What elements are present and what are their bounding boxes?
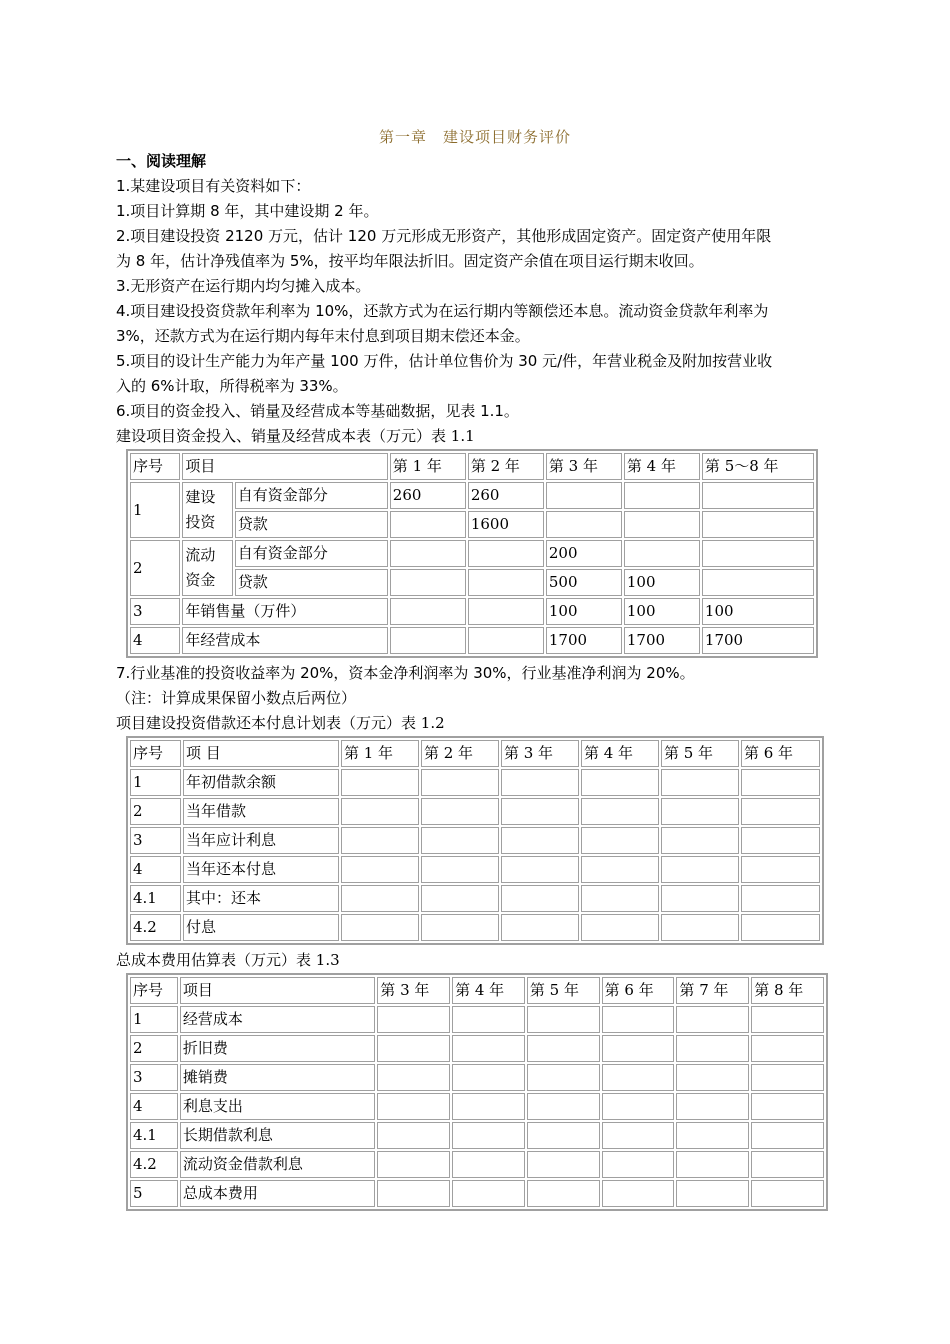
row-number: 2 — [130, 540, 180, 596]
header-cell: 第 4 年 — [452, 977, 525, 1004]
row-number: 4 — [130, 627, 180, 654]
header-cell: 项目 — [182, 453, 387, 480]
value-cell — [390, 540, 466, 567]
row-number: 4.1 — [130, 1122, 178, 1149]
header-cell: 第 5～8 年 — [702, 453, 814, 480]
header-cell: 序号 — [130, 977, 178, 1004]
row-number: 1 — [130, 1006, 178, 1033]
value-cell — [602, 1093, 675, 1120]
value-cell — [377, 1006, 450, 1033]
value-cell — [751, 1180, 824, 1207]
value-cell — [602, 1180, 675, 1207]
group-label-line: 建设 — [185, 488, 216, 506]
chapter-title: 第一章 建设项目财务评价 — [378, 128, 571, 146]
row-number: 3 — [130, 1064, 178, 1091]
value-cell — [581, 827, 659, 854]
value-cell — [501, 856, 579, 883]
value-cell — [751, 1064, 824, 1091]
value-cell — [741, 769, 820, 796]
header-cell: 第 5 年 — [527, 977, 600, 1004]
row-item: 经营成本 — [180, 1006, 375, 1033]
value-cell — [661, 798, 739, 825]
table-1-1 — [126, 449, 818, 658]
value-cell — [602, 1122, 675, 1149]
value-cell — [624, 482, 700, 509]
paragraph: 5.项目的设计生产能力为年产量 100 万件，估计单位售价为 30 元/件，年营业税金及附加按营业收 — [116, 352, 773, 370]
value-cell: 100 — [702, 598, 814, 625]
value-cell: 260 — [390, 482, 466, 509]
row-item: 自有资金部分 — [235, 540, 388, 567]
table-caption: 项目建设投资借款还本付息计划表（万元）表 1.2 — [116, 714, 445, 732]
value-cell — [421, 856, 499, 883]
value-cell — [527, 1122, 600, 1149]
row-item: 年初借款余额 — [183, 769, 339, 796]
value-cell — [527, 1180, 600, 1207]
table-row — [130, 1006, 824, 1033]
row-item: 当年借款 — [183, 798, 339, 825]
value-cell: 260 — [468, 482, 544, 509]
value-cell — [390, 511, 466, 538]
row-item: 折旧费 — [180, 1035, 375, 1062]
table-row — [130, 1064, 824, 1091]
value-cell — [676, 1093, 749, 1120]
header-cell: 第 3 年 — [501, 740, 579, 767]
value-cell — [546, 511, 622, 538]
row-group — [182, 482, 232, 538]
table-row — [130, 885, 820, 912]
paragraph: 入的 6%计取，所得税率为 33%。 — [116, 377, 348, 395]
value-cell — [751, 1122, 824, 1149]
table-row — [130, 1122, 824, 1149]
paragraph: 为 8 年，估计净残值率为 5%，按平均年限法折旧。固定资产余值在项目运行期末收回。 — [116, 252, 704, 270]
row-group — [182, 540, 232, 596]
value-cell — [501, 885, 579, 912]
value-cell — [676, 1122, 749, 1149]
value-cell — [751, 1093, 824, 1120]
row-item: 年经营成本 — [182, 627, 387, 654]
value-cell — [581, 914, 659, 941]
row-number: 3 — [130, 598, 180, 625]
paragraph: 2.项目建设投资 2120 万元，估计 120 万元形成无形资产，其他形成固定资产。固定资产使用年限 — [116, 227, 772, 245]
paragraph: 7.行业基准的投资收益率为 20%，资本金净利润率为 30%，行业基准净利润为 20%。 — [116, 664, 695, 682]
value-cell — [602, 1035, 675, 1062]
table-row — [130, 1093, 824, 1120]
table-header-row — [130, 453, 814, 480]
value-cell — [377, 1122, 450, 1149]
row-item: 自有资金部分 — [235, 482, 388, 509]
value-cell — [527, 1035, 600, 1062]
table-body — [130, 1006, 824, 1207]
row-item: 流动资金借款利息 — [180, 1151, 375, 1178]
value-cell — [341, 885, 419, 912]
value-cell — [741, 914, 820, 941]
value-cell — [421, 885, 499, 912]
table-caption: 总成本费用估算表（万元）表 1.3 — [116, 951, 340, 969]
value-cell: 100 — [624, 598, 700, 625]
table-row — [130, 769, 820, 796]
value-cell — [501, 769, 579, 796]
row-item: 利息支出 — [180, 1093, 375, 1120]
header-cell: 第 6 年 — [602, 977, 675, 1004]
value-cell — [661, 856, 739, 883]
table-row — [130, 1035, 824, 1062]
row-item: 付息 — [183, 914, 339, 941]
header-cell: 第 1 年 — [390, 453, 466, 480]
table-1-3 — [126, 973, 828, 1211]
value-cell — [377, 1064, 450, 1091]
value-cell — [452, 1151, 525, 1178]
value-cell — [581, 856, 659, 883]
value-cell — [421, 827, 499, 854]
value-cell — [741, 885, 820, 912]
row-number: 2 — [130, 798, 181, 825]
header-cell: 第 3 年 — [546, 453, 622, 480]
value-cell: 100 — [546, 598, 622, 625]
row-item: 年销售量（万件） — [182, 598, 387, 625]
value-cell — [501, 914, 579, 941]
value-cell — [602, 1151, 675, 1178]
value-cell — [751, 1035, 824, 1062]
header-cell: 第 2 年 — [468, 453, 544, 480]
value-cell — [741, 798, 820, 825]
value-cell — [581, 798, 659, 825]
value-cell — [452, 1035, 525, 1062]
value-cell — [341, 827, 419, 854]
table-row — [130, 627, 814, 654]
value-cell — [341, 798, 419, 825]
value-cell — [421, 769, 499, 796]
value-cell — [676, 1064, 749, 1091]
table-body — [130, 769, 820, 941]
row-number: 5 — [130, 1180, 178, 1207]
header-cell: 第 2 年 — [421, 740, 499, 767]
value-cell — [751, 1006, 824, 1033]
value-cell: 1700 — [702, 627, 814, 654]
table-row — [130, 856, 820, 883]
paragraph: 1.某建设项目有关资料如下： — [116, 177, 311, 195]
row-item: 其中：还本 — [183, 885, 339, 912]
value-cell — [468, 627, 544, 654]
table-caption: 建设项目资金投入、销量及经营成本表（万元）表 1.1 — [116, 427, 475, 445]
row-item: 当年还本付息 — [183, 856, 339, 883]
row-item: 长期借款利息 — [180, 1122, 375, 1149]
header-cell: 第 8 年 — [751, 977, 824, 1004]
header-cell: 序号 — [130, 453, 180, 480]
value-cell — [452, 1064, 525, 1091]
row-number: 4 — [130, 856, 181, 883]
value-cell — [452, 1122, 525, 1149]
value-cell — [527, 1064, 600, 1091]
value-cell — [602, 1006, 675, 1033]
section-heading: 一、阅读理解 — [116, 152, 207, 170]
row-item: 总成本费用 — [180, 1180, 375, 1207]
header-cell: 第 4 年 — [581, 740, 659, 767]
value-cell — [390, 627, 466, 654]
value-cell — [702, 511, 814, 538]
table-header-row — [130, 740, 820, 767]
header-cell: 第 7 年 — [676, 977, 749, 1004]
value-cell — [421, 798, 499, 825]
value-cell — [546, 482, 622, 509]
header-cell: 第 1 年 — [341, 740, 419, 767]
value-cell — [702, 540, 814, 567]
value-cell — [390, 598, 466, 625]
value-cell — [751, 1151, 824, 1178]
value-cell — [676, 1151, 749, 1178]
header-cell: 项 目 — [183, 740, 339, 767]
row-number: 4 — [130, 1093, 178, 1120]
value-cell — [421, 914, 499, 941]
value-cell — [377, 1180, 450, 1207]
table-row — [130, 598, 814, 625]
table-header-row — [130, 977, 824, 1004]
value-cell: 1700 — [624, 627, 700, 654]
value-cell — [468, 569, 544, 596]
value-cell — [661, 827, 739, 854]
row-item: 贷款 — [235, 569, 388, 596]
value-cell — [390, 569, 466, 596]
table-1-2 — [126, 736, 824, 945]
value-cell — [676, 1006, 749, 1033]
value-cell — [661, 769, 739, 796]
value-cell — [527, 1093, 600, 1120]
value-cell — [581, 769, 659, 796]
table-row — [130, 827, 820, 854]
note: （注：计算成果保留小数点后两位） — [116, 689, 357, 707]
value-cell: 100 — [624, 569, 700, 596]
value-cell — [676, 1180, 749, 1207]
value-cell — [661, 885, 739, 912]
row-number: 4.2 — [130, 1151, 178, 1178]
table-row — [130, 1151, 824, 1178]
paragraph: 3%，还款方式为在运行期内每年末付息到项目期末偿还本金。 — [116, 327, 530, 345]
value-cell: 500 — [546, 569, 622, 596]
value-cell — [341, 856, 419, 883]
paragraph: 6.项目的资金投入、销量及经营成本等基础数据，见表 1.1。 — [116, 402, 519, 420]
value-cell — [452, 1006, 525, 1033]
value-cell — [624, 540, 700, 567]
table-row — [130, 1180, 824, 1207]
value-cell — [468, 598, 544, 625]
value-cell — [741, 856, 820, 883]
value-cell — [661, 914, 739, 941]
group-label-line: 资金 — [185, 571, 216, 589]
header-cell: 第 6 年 — [741, 740, 820, 767]
value-cell — [602, 1064, 675, 1091]
value-cell — [676, 1035, 749, 1062]
value-cell — [702, 569, 814, 596]
paragraph: 1.项目计算期 8 年，其中建设期 2 年。 — [116, 202, 379, 220]
header-cell: 项目 — [180, 977, 375, 1004]
value-cell — [702, 482, 814, 509]
row-number: 1 — [130, 482, 180, 538]
value-cell — [452, 1180, 525, 1207]
row-number: 1 — [130, 769, 181, 796]
value-cell — [501, 798, 579, 825]
header-cell: 第 3 年 — [377, 977, 450, 1004]
table-row — [130, 482, 814, 509]
value-cell — [624, 511, 700, 538]
paragraph: 4.项目建设投资贷款年利率为 10%，还款方式为在运行期内等额偿还本息。流动资金贷款年利率为 — [116, 302, 769, 320]
header-cell: 第 5 年 — [661, 740, 739, 767]
paragraph: 3.无形资产在运行期内均匀摊入成本。 — [116, 277, 371, 295]
value-cell: 1600 — [468, 511, 544, 538]
table-row — [130, 914, 820, 941]
value-cell — [377, 1151, 450, 1178]
row-item: 当年应计利息 — [183, 827, 339, 854]
value-cell — [501, 827, 579, 854]
value-cell — [377, 1093, 450, 1120]
row-item: 贷款 — [235, 511, 388, 538]
value-cell — [581, 885, 659, 912]
value-cell — [341, 769, 419, 796]
header-cell: 第 4 年 — [624, 453, 700, 480]
value-cell — [527, 1151, 600, 1178]
value-cell — [452, 1093, 525, 1120]
row-item: 摊销费 — [180, 1064, 375, 1091]
value-cell — [468, 540, 544, 567]
row-number: 4.1 — [130, 885, 181, 912]
value-cell — [341, 914, 419, 941]
group-label-line: 投资 — [185, 513, 216, 531]
value-cell — [527, 1006, 600, 1033]
group-label-line: 流动 — [185, 546, 216, 564]
value-cell: 1700 — [546, 627, 622, 654]
row-number: 2 — [130, 1035, 178, 1062]
row-number: 3 — [130, 827, 181, 854]
value-cell: 200 — [546, 540, 622, 567]
table-row — [130, 798, 820, 825]
header-cell: 序号 — [130, 740, 181, 767]
table-row — [130, 540, 814, 567]
value-cell — [741, 827, 820, 854]
value-cell — [377, 1035, 450, 1062]
row-number: 4.2 — [130, 914, 181, 941]
